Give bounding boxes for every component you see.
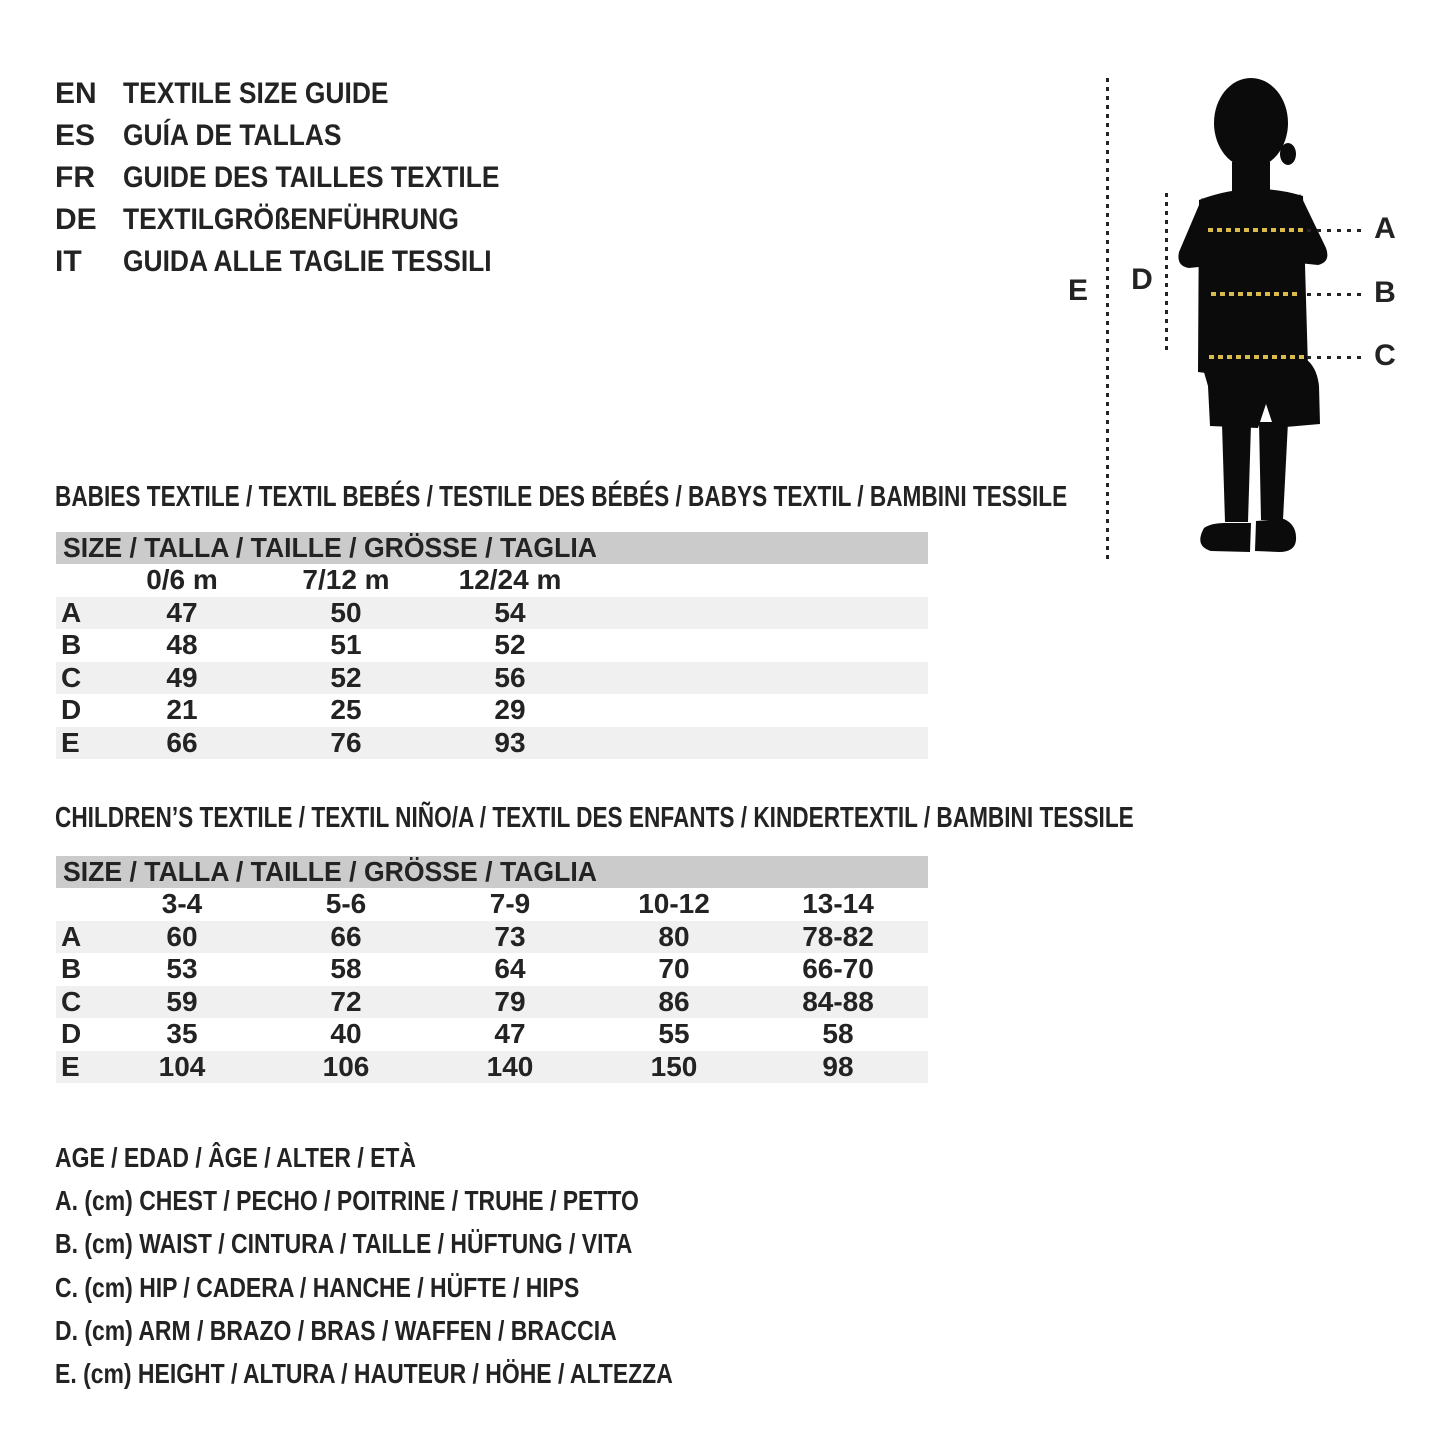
hip-leader-line-c [1307,356,1363,359]
waist-leader-line-b [1307,293,1363,296]
guide-title-es: GUÍA DE TALLAS [123,119,342,152]
language-code-fr: FR [55,161,95,194]
babies-size-header-text: SIZE / TALLA / TAILLE / GRÖSSE / TAGLIA [63,532,597,563]
language-code-it: IT [55,245,82,278]
children-row-b: B 53 58 64 70 66-70 [61,953,874,985]
babies-size-header-bar [56,532,928,564]
babies-col-7-12m: 7/12 m [302,564,390,596]
chest-dash-line-a [1208,228,1303,232]
measure-label-b: B [1374,276,1396,309]
legend-hip: C. (cm) HIP / CADERA / HANCHE / HÜFTE / HIPS [55,1271,580,1303]
children-row-d: D 35 40 47 55 58 [61,1018,854,1050]
children-col-10-12: 10-12 [638,888,710,920]
children-col-3-4: 3-4 [161,888,203,920]
language-code-es: ES [55,119,96,152]
legend-chest: A. (cm) CHEST / PECHO / POITRINE / TRUHE / PETTO [55,1185,639,1217]
legend-height: E. (cm) HEIGHT / ALTURA / HAUTEUR / HÖHE / ALTEZZA [55,1358,673,1390]
guide-title-de: TEXTILGRÖßENFÜHRUNG [123,203,459,236]
babies-size-table [56,532,928,759]
children-column-header-row [56,888,928,921]
chest-leader-line-a [1307,229,1363,232]
children-size-table [56,856,928,1083]
children-size-header-text: SIZE / TALLA / TAILLE / GRÖSSE / TAGLIA [63,856,597,887]
measure-label-a: A [1374,212,1396,245]
guide-title-it: GUIDA ALLE TAGLIE TESSILI [123,245,492,278]
babies-row-a: A 47 50 54 [56,597,928,630]
children-col-7-9: 7-9 [489,888,531,920]
children-section-title: CHILDREN’S TEXTILE / TEXTIL NIÑO/A / TEXTIL DES ENFANTS / KINDERTEXTIL / BAMBINI TESSILE [55,802,1134,834]
babies-row-b: B 48 51 52 [61,629,526,661]
legend-age: AGE / EDAD / ÂGE / ALTER / ETÀ [55,1142,417,1173]
babies-section-title: BABIES TEXTILE / TEXTIL BEBÉS / TESTILE DES BÉBÉS / BABYS TEXTIL / BAMBINI TESSILE [55,481,1068,513]
babies-column-header-row [56,564,928,597]
language-row-es [55,115,551,157]
children-row-c: C 59 72 79 86 84-88 [56,986,928,1019]
language-row-fr [55,157,551,199]
babies-col-0-6m: 0/6 m [146,564,218,596]
guide-title-en: TEXTILE SIZE GUIDE [123,77,389,110]
children-size-header-bar [56,856,928,888]
language-row-de [55,199,551,241]
language-row-it [55,241,551,283]
babies-row-d: D 21 25 29 [61,694,526,726]
language-row-en [55,73,551,115]
children-col-13-14: 13-14 [802,888,874,920]
children-col-5-6: 5-6 [325,888,367,920]
height-measure-line-e [1106,78,1109,563]
babies-col-12-24m: 12/24 m [458,564,562,596]
children-row-e: E 104 106 140 150 98 [56,1051,928,1084]
measure-label-c: C [1374,339,1396,372]
guide-title-fr: GUIDE DES TAILLES TEXTILE [123,161,500,194]
babies-row-c: C 49 52 56 [56,662,928,695]
legend-arm: D. (cm) ARM / BRAZO / BRAS / WAFFEN / BRACCIA [55,1314,617,1346]
arm-measure-line-d [1165,193,1168,350]
child-silhouette-icon [1175,78,1335,553]
measure-label-d: D [1131,263,1153,296]
measure-label-e: E [1067,274,1088,307]
language-title-block [55,73,551,283]
hip-dash-line-c [1209,355,1304,359]
legend-waist: B. (cm) WAIST / CINTURA / TAILLE / HÜFTUNG / VITA [55,1228,633,1260]
waist-dash-line-b [1211,292,1300,296]
language-code-en: EN [55,77,97,110]
babies-row-e: E 66 76 93 [56,727,928,760]
measurement-legend [55,1136,808,1395]
children-row-a: A 60 66 73 80 78-82 [56,921,928,954]
language-code-de: DE [55,203,97,236]
